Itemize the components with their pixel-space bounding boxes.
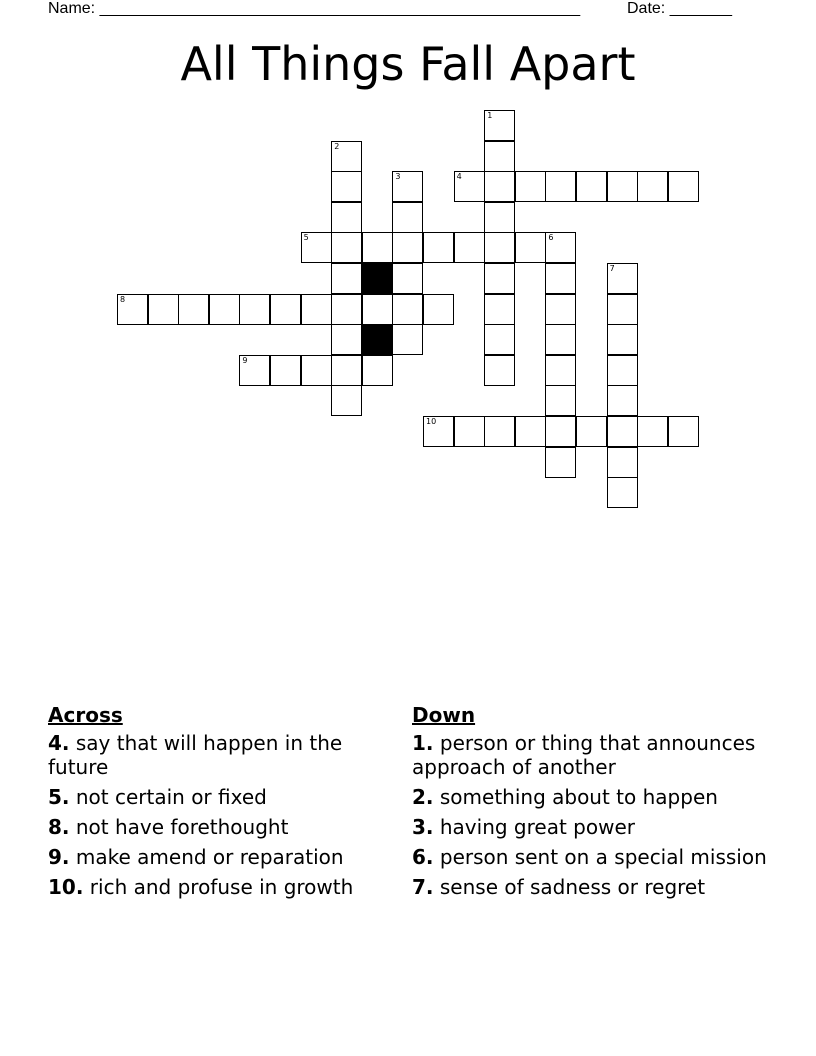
grid-cell[interactable] [270, 355, 301, 386]
blocked-cell [362, 324, 393, 355]
grid-cell[interactable] [607, 355, 638, 386]
grid-cell[interactable] [362, 355, 393, 386]
grid-cell[interactable] [239, 355, 270, 386]
down-clue-1 [412, 731, 792, 779]
grid-cell[interactable] [362, 232, 393, 263]
clue-number-label: 2 [334, 141, 340, 151]
clue-text: say that will happen in the future [48, 731, 343, 779]
across-clue-5 [48, 785, 400, 809]
grid-cell[interactable] [576, 171, 607, 202]
grid-cell[interactable] [607, 263, 638, 294]
grid-cell[interactable] [331, 355, 362, 386]
grid-cell[interactable] [331, 385, 362, 416]
across-clues [48, 703, 400, 905]
grid-cell[interactable] [607, 385, 638, 416]
clue-text: person sent on a special mission [439, 845, 767, 869]
grid-cell[interactable] [392, 232, 423, 263]
grid-cell[interactable] [331, 294, 362, 325]
grid-cell[interactable] [545, 447, 576, 478]
grid-cell[interactable] [607, 447, 638, 478]
grid-cell[interactable] [484, 171, 515, 202]
clue-number: 9. [48, 845, 70, 869]
date-field-label: Date: _______ [627, 0, 732, 17]
grid-cell[interactable] [637, 171, 668, 202]
grid-cell[interactable] [545, 355, 576, 386]
grid-cell[interactable] [331, 171, 362, 202]
across-clue-9 [48, 845, 400, 869]
grid-cell[interactable] [668, 416, 699, 447]
clue-number: 10. [48, 875, 84, 899]
clue-number: 2. [412, 785, 434, 809]
grid-cell[interactable] [515, 171, 546, 202]
clue-number-label: 6 [548, 233, 554, 243]
grid-cell[interactable] [545, 416, 576, 447]
grid-cell[interactable] [545, 232, 576, 263]
clue-text: not certain or fixed [75, 785, 267, 809]
grid-cell[interactable] [576, 416, 607, 447]
grid-cell[interactable] [423, 416, 454, 447]
grid-cell[interactable] [423, 232, 454, 263]
clue-number: 6. [412, 845, 434, 869]
grid-cell[interactable] [209, 294, 240, 325]
grid-cell[interactable] [331, 324, 362, 355]
grid-cell[interactable] [331, 263, 362, 294]
grid-cell[interactable] [607, 416, 638, 447]
grid-cell[interactable] [607, 171, 638, 202]
grid-cell[interactable] [117, 294, 148, 325]
name-field-label: Name: ______________________________________________________ [48, 0, 581, 17]
grid-cell[interactable] [454, 171, 485, 202]
grid-cell[interactable] [392, 263, 423, 294]
grid-cell[interactable] [392, 202, 423, 233]
grid-cell[interactable] [545, 385, 576, 416]
clue-number-label: 8 [120, 294, 126, 304]
grid-cell[interactable] [362, 294, 393, 325]
down-clues [412, 703, 792, 905]
grid-cell[interactable] [668, 171, 699, 202]
clue-number-label: 4 [456, 172, 462, 182]
grid-cell[interactable] [545, 294, 576, 325]
grid-cell[interactable] [515, 232, 546, 263]
grid-cell[interactable] [484, 263, 515, 294]
grid-cell[interactable] [392, 171, 423, 202]
grid-cell[interactable] [607, 477, 638, 508]
clue-number-label: 5 [303, 233, 309, 243]
grid-cell[interactable] [331, 202, 362, 233]
clue-number: 5. [48, 785, 70, 809]
grid-cell[interactable] [239, 294, 270, 325]
grid-cell[interactable] [392, 294, 423, 325]
grid-cell[interactable] [392, 324, 423, 355]
down-clue-7 [412, 875, 792, 899]
clue-number: 3. [412, 815, 434, 839]
clue-number: 4. [48, 731, 70, 755]
clue-number: 7. [412, 875, 434, 899]
grid-cell[interactable] [484, 202, 515, 233]
grid-cell[interactable] [454, 416, 485, 447]
grid-cell[interactable] [178, 294, 209, 325]
grid-cell[interactable] [454, 232, 485, 263]
grid-cell[interactable] [270, 294, 301, 325]
grid-cell[interactable] [545, 263, 576, 294]
clue-text: having great power [439, 815, 635, 839]
clue-text: make amend or reparation [75, 845, 344, 869]
grid-cell[interactable] [484, 110, 515, 141]
clue-number: 8. [48, 815, 70, 839]
grid-cell[interactable] [484, 416, 515, 447]
clue-number-label: 9 [242, 355, 248, 365]
grid-cell[interactable] [515, 416, 546, 447]
clue-number-label: 1 [487, 111, 493, 120]
grid-cell[interactable] [545, 171, 576, 202]
clue-number: 1. [412, 731, 434, 755]
down-heading: Down [412, 703, 476, 727]
across-clue-8 [48, 815, 400, 839]
grid-cell[interactable] [301, 355, 332, 386]
grid-cell[interactable] [484, 232, 515, 263]
across-heading: Across [48, 703, 123, 727]
grid-cell[interactable] [484, 141, 515, 172]
grid-cell[interactable] [607, 324, 638, 355]
across-clue-4 [48, 731, 400, 779]
grid-cell[interactable] [148, 294, 179, 325]
clue-number-label: 7 [609, 264, 615, 273]
clue-text: not have forethought [75, 815, 289, 839]
clue-text: person or thing that announces approach of another [412, 731, 756, 779]
grid-cell[interactable] [301, 294, 332, 325]
page-title: All Things Fall Apart [180, 37, 636, 91]
grid-cell[interactable] [545, 324, 576, 355]
clue-text: something about to happen [439, 785, 718, 809]
down-clue-3 [412, 815, 792, 839]
grid-cell[interactable] [331, 232, 362, 263]
clue-text: sense of sadness or regret [439, 875, 706, 899]
grid-cell[interactable] [301, 232, 332, 263]
down-clue-2 [412, 785, 792, 809]
down-clue-6 [412, 845, 792, 869]
across-clue-10 [48, 875, 400, 899]
grid-cell[interactable] [484, 324, 515, 355]
blocked-cell [362, 263, 393, 294]
grid-cell[interactable] [484, 294, 515, 325]
clue-number-label: 10 [426, 417, 437, 426]
clue-text: rich and profuse in growth [89, 875, 354, 899]
grid-cell[interactable] [331, 141, 362, 172]
grid-cell[interactable] [423, 294, 454, 325]
grid-cell[interactable] [484, 355, 515, 386]
grid-cell[interactable] [637, 416, 668, 447]
clue-number-label: 3 [395, 172, 401, 182]
grid-cell[interactable] [607, 294, 638, 325]
